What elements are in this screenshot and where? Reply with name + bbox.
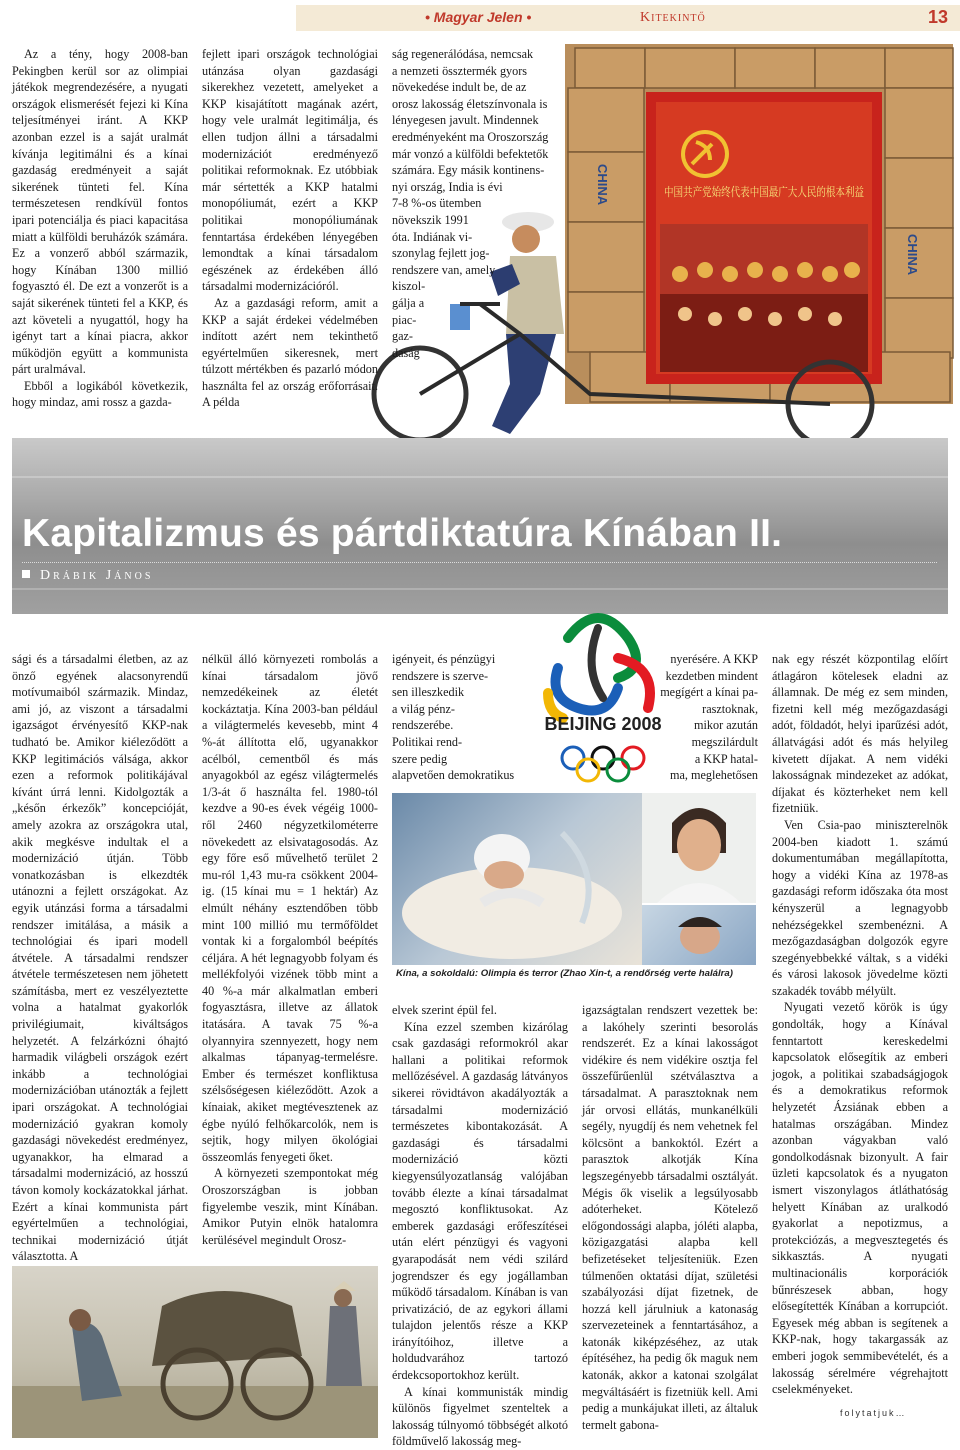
page-number: 13	[927, 7, 948, 27]
text-line: a KKP hatal-	[694, 751, 758, 766]
author-name: Drábik János	[40, 568, 154, 583]
text-line: nyi ország, India is évi	[392, 179, 503, 194]
text-line: 7-8 %-os ütemben	[392, 196, 482, 211]
portrait-photo	[642, 793, 756, 903]
text-line: kiszol-	[392, 279, 426, 294]
header-band	[296, 5, 960, 31]
text-line: növekszik 1991	[392, 212, 469, 227]
text-line: kezdetben mindent	[665, 668, 758, 683]
paragraph: fejlett ipari országok technológiai utánzása olyan gazdasági sikerekhez vezetett, amelyeket a KKP kisajátított magának azért, hogy vele uralmát legitimálja, és ellen tudjon állni a társadalmi modernizációt eredményező politikai reformoknak. Ez utóbbiak már sértették a KKP hatalmi monopóliumát, ezért a KKP politikai monopóliumának fenntartása érdekében lényegében lemondtak a kínai társadalom egészének az érdekében álló társadalmi modernizációról.	[202, 47, 378, 294]
text-line: a világ pénz-	[392, 701, 455, 716]
paragraph: Az a tény, hogy 2008-ban Pekingben kerül sor az olimpiai játékok megrendezésére, a nyugati országok elismerését fejezi ki Kína teljesítményei iránt. A KKP azonban ezzel is a saját uralmát kívánja legitimálni és a kínai gazdaság eredményeit a saját sikerének tünteti fel. Kína természetesen rendkívül fontos ipari potenciálja és piaci kapacitása miatt a külföldi beruházók számára. Ez a vonzerő abból származik, hogy Kínában 1300 millió fogyasztó él. De ezt a vonzerőt is a saját sikerének tünteti fel a KKP, és azt követeli a nyugattól, hogy ha igényt tart a kínai piacra, akkor működjön együtt a kommunista párt uralmával.	[12, 47, 188, 377]
paragraph: Nyugati vezető körök is úgy gondolták, hogy a Kínával fenntartott kereskedelmi kapcsolatok elősegítik az emberi jogok, a politikai szabadságjogok és a demokratikus reformok helyzetét Ázsiának ebben a hatalmas országában. Mindez azonban vágyakban való gondolkodásnak bizonyult. A fair üzleti kapcsolatok és a nyugaton ismert viszonylagos átláthatóság helyett Kínában az uralkodó gyakorlat a nepotizmus, a protekciózás, a megvesztegetés és sikkasztás. A nyugati multinacionális korporációk bűnrészesek abban, hogy elősegítették Kínában a korrupciót. Egyesek még abban is segítenek a KKP-nak, hogy takargassák az emberi jogok semmibevételét, és a lakosság sérelmére végrehajtott cselekményeket.	[772, 1000, 948, 1397]
text-line: mikor azután	[694, 718, 758, 733]
text-line: sen illeszkedik	[392, 685, 465, 700]
text-line: ság regenerálódása, nemcsak	[392, 47, 534, 61]
text-line: piac-	[392, 312, 417, 327]
text-line: számára. Egy másik kontinens-	[392, 163, 545, 178]
bottom-column-3	[392, 1002, 568, 1450]
box-label: CHINA	[595, 164, 610, 206]
logo-text: BEIJING 2008	[544, 714, 662, 734]
text-line: ma, meglehetősen	[670, 768, 758, 783]
article-title: Kapitalizmus és pártdiktatúra Kínában II.	[22, 512, 783, 555]
box-label: CHINA	[905, 234, 920, 276]
bottom-column-4	[582, 1002, 758, 1433]
photo-caption: Kína, a sokoldalú: Olimpia és terror (Zhao Xin-t, a rendőrség verte halálra)	[396, 968, 733, 979]
paragraph: nélkül álló környezeti rombolás a kínai társadalom jövő nemzedékeinek az életét kockáztatja. Kína 2003-ban például a világtermelés kevesebb, mint 4 %-át állította elő, ugyanakkor acélból, cementből és más anyagokból az egész világtermelés 1/3-át ő használta fel. 1980-tól kezdve a 90-es évek végéig 1000-ről 2460 négyzetkilométerre növekedett az elsivatagosodás. Az egy főre eső művelhető terület 2 mu-ról 1,43 mu-ra csökkent 2004-ig. (15 kínai mu = 1 hektár) Az elmúlt néhány esztendőben több mint 100 millió mu termőföldet vontak ki a forgalomból beépítés céljára. A hét legnagyobb folyam és mellékfolyói vizének több mint a 40 %-a már alkalmatlan emberi fogyasztásra, illetve az állatok itatására. A tavak 75 %-a olyannyira szennyezett, hogy nem alkalmas tápanyag-termelésre. Ember és természet konfliktusa szélsőségesen kiéleződött. Azok a kínaiak, akiket megtévesztenek az égbe nyúló felhőkarcolók, nem is sejtik, hogy milyen ökológiai összeomlás fenyegeti őket.	[202, 652, 378, 1164]
text-line: rendszerébe.	[392, 718, 454, 733]
paragraph: A kínai kommunisták mindig különös figyelmet szenteltek a lakosság túlnyomó többségét alkotó földművelő lakosság meg-	[392, 1384, 568, 1449]
text-line: gálja a	[392, 295, 425, 310]
paragraph: Az a gazdasági reform, amit a KKP a saját érdekei védelmében indított azért nem tekinthető egyértelműen sikeresnek, mert túlzott mértékben és pazarló módon használta fel az ország erőforrásait. A példa	[202, 295, 378, 410]
title-divider	[22, 562, 937, 563]
text-line: már vonzó a külföldi befektetők	[392, 146, 549, 161]
top-column-3	[392, 46, 566, 361]
text-line: gaz-	[392, 329, 413, 344]
text-line: a nemzeti össztermék gyors	[392, 63, 528, 78]
victim-photo	[642, 905, 756, 965]
text-line: igényeit, és pénzügyi	[392, 652, 496, 666]
top-column-1	[12, 46, 188, 411]
paragraph: igazságtalan rendszert vezettek be: a lakóhely szerinti besorolás rendszerét. Ez a kínai lakosságot vidékire és nem vidékire osztja fel összefűrűenlül szétválasztva a társadalmat. A parasztoknak nem jár orvosi ellátás, munkanélküli segély, nyugdíj és nem vehetnek fel kölcsönt a bankoktól. Ezért a parasztok alkotják Kína legszegényebb társadalmi osztályát. Mégis ők viselik a legsúlyosabb adóterheket. Kötelező előgondossági alapba, jóléti alapba, közigazgatási alapba kell befizetéseket teljesíteniük. Ezen túlmenően oktatási díjat, születési szabályozási díjat fizetnek, de hozzá kell járulniuk a katonaság szervezeteinek a fenntartásához, a katonák kiképzéséhez, az utak építéséhez, ha pedig ők maguk nem katonák, akkor a katonai szolgálat megváltásáért is fizetniük kell. Ami pedig a munkájukat illeti, az általuk termelt gabona-	[582, 1003, 758, 1432]
continued-label: folytatjuk…	[840, 1408, 907, 1418]
text-line: növekedése indult be, de az	[392, 80, 527, 95]
text-line: óta. Indiának vi-	[392, 229, 473, 244]
text-line: rendszere van, amely	[392, 262, 496, 277]
paragraph: sági és a társadalmi életben, az az önző egyének alacsonyrendű motívumaiból származik. Mindaz, ami jó, az viszont a társadalmi igazságot érvényesítő KKP-nak tudható be. Amikor kiéleződött a KKP legitimációs válsága, akkor ezen a reformok politikájával kívánt úrrá lenni. Kidolgozták a „későn érkezők” koncepcióját, amely azokra az országokra utal, akik megkésve indultak el a modernizáció útján. Több vonatkozásban is elkezdték utánozni a fejlett országokat. Az egyik utánzási forma a társadalmi rendszer imitálása, a másik a technológiai és ipari modell átvétele. A társadalmi rendszer átvétele természetesen nem jöhetett számításba, mert ez veszélyeztette volna a hatalmat gyakorlók privilégiumait, kiváltságos helyzetét. A felzárkózni óhajtó harmadik világbeli országok ezért inkább a technológiai modernizációban utánozták a fejlett ipari országokat. A technológiai modernizáció gyakran komoly gazdasági növekedést eredményez, ugyanakkor, ha elmarad a társadalmi modernizáció, az hosszú távon komoly kockázatokkal járhat. Ezért a kínai kommunista párt egyértelműen a technológiai, technikai modernizáció útját választotta. A	[12, 652, 188, 1264]
text-line: rendszere is szerve-	[392, 668, 489, 683]
paragraph: nak egy részét központilag előírt átlagáron kötelesek eladni az államnak. De még ez sem minden, fizetni kell még mezőgazdasági adót, földadót, helyi iparűzési adót, állatvágási adót és más helyileg kivetett díjakat. A nem vidéki lakosságnak mindezeket az adókat, díjakat és közterheket nem kell fizetniük.	[772, 652, 948, 816]
text-line: szonylag fejlett jog-	[392, 246, 490, 261]
text-line: lényegesen javult. Mindennek	[392, 113, 539, 128]
text-line: Politikai rend-	[392, 734, 463, 749]
farmers-photo	[12, 1266, 378, 1438]
text-line: nyerésére. A KKP	[670, 652, 758, 666]
section-name: Kitekintő	[640, 10, 706, 25]
text-line: rasztoknak,	[702, 701, 758, 716]
bottom-column-5	[772, 651, 948, 1398]
text-line: megszilárdult	[691, 734, 758, 749]
text-line: szere pedig	[392, 751, 448, 766]
text-line: orosz lakosság életszínvonala is	[392, 96, 548, 111]
bottom-column-2	[202, 651, 378, 1248]
paragraph: elvek szerint épül fel.	[392, 1003, 497, 1017]
page-header	[0, 0, 960, 34]
bottom-column-1	[12, 651, 188, 1265]
text-line: daság	[392, 345, 420, 360]
paragraph: A környezeti szempontokat még Oroszországban is jobban figyelembe veszik, mint Kínában. Amikor Putyin elnök hatalomra kerülésével megindult Orosz-	[202, 1166, 378, 1247]
text-line: eredményeként ma Oroszország	[392, 129, 549, 144]
publication-name: • Magyar Jelen •	[425, 9, 532, 25]
bottom-column-3-top	[392, 651, 532, 784]
bottom-column-4-top	[654, 651, 758, 784]
paragraph: Ven Csia-pao miniszterelnök 2004-ben kiadott 1. számú dokumentumában megállapította, hogy a vidéki Kína az 1978-as gazdasági reform időszaka óta most kényszerül a legnagyobb nehézségekkel szembenézni. A mezőgazdaságban dolgozók egyre szegényebbekké váltak, s a vidéki és városi lakosok jövedelme közti szakadék tovább mélyült.	[772, 817, 948, 998]
poster-slogan: 中国共产党始终代表中国最广大人民的根本利益	[664, 185, 917, 199]
paragraph: Kína ezzel szemben kizárólag csak gazdasági reformokról akar hallani a politikai reformok mellőzésével. A gazdaság látványos sikerei rövidtávon akadályozták a társadalmi modernizáció természetes kibontakozását. A gazdasági és társadalmi modernizáció közti kiegyensúlyozatlanság valójában tovább élezte a kínai társadalmat megosztó konfliktusokat. Az emberek gazdasági erőfeszítései után elért pénzügyi és vagyoni gyarapodását nem védi szilárd jogrendszer és egy jogállamban működő társadalom. Kínában is van privatizáció, de az egykori állami tulajdon jelentős része a KKP irányítóihoz, illetve a holdudvarához tartozó érdekcsoportokhoz került.	[392, 1019, 568, 1383]
bullet-icon	[22, 570, 30, 578]
author-byline	[22, 568, 153, 584]
paragraph: Ebből a logikából következik, hogy mindaz, ami rossz a gazda-	[12, 378, 188, 410]
text-line: alapvetően demokratikus	[392, 768, 515, 783]
top-column-2	[202, 46, 378, 411]
hospital-photo	[392, 793, 642, 965]
text-line: megígért a kínai pa-	[660, 685, 758, 700]
